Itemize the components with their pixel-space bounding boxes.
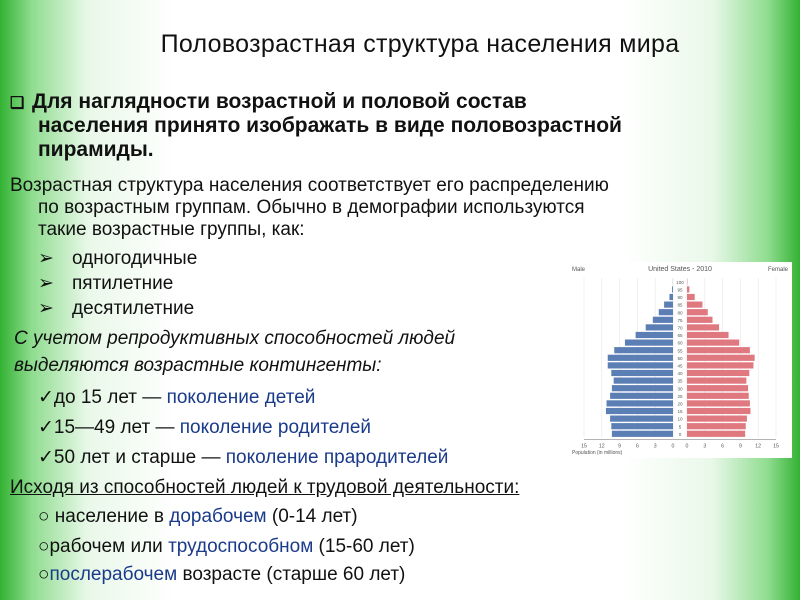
male-bar bbox=[664, 302, 673, 308]
male-bar bbox=[607, 400, 673, 406]
female-bar bbox=[687, 324, 719, 330]
age-label: 15 bbox=[677, 409, 683, 415]
age-label: 0 bbox=[678, 431, 682, 437]
lead-line-1: ❑ Для наглядности возрастной и половой состав bbox=[10, 90, 527, 116]
x-tick-label: 9 bbox=[738, 443, 742, 450]
female-bar bbox=[687, 370, 749, 376]
age-label: 85 bbox=[677, 302, 683, 308]
group-type-item: ➢ десятилетние bbox=[38, 298, 195, 319]
labor-heading: Исходя из способностей людей к трудовой деятельности: bbox=[10, 477, 520, 498]
arrow-bullet-icon: ➢ bbox=[38, 248, 54, 269]
age-label: 80 bbox=[677, 310, 683, 316]
female-bar bbox=[687, 317, 713, 323]
slide-title: Половозрастная структура населения мира bbox=[160, 30, 680, 58]
male-bar bbox=[611, 423, 673, 429]
circle-bullet-icon: ○ bbox=[38, 506, 50, 527]
age-label: 90 bbox=[677, 295, 683, 301]
male-bar bbox=[653, 317, 673, 323]
male-bar bbox=[614, 378, 673, 384]
male-bar bbox=[636, 332, 673, 338]
age-label: 45 bbox=[677, 363, 683, 369]
labor-item: ○рабочем или трудоспособном (15-60 лет) bbox=[38, 536, 415, 557]
female-bar bbox=[687, 431, 745, 437]
age-label: 40 bbox=[677, 371, 683, 377]
female-bar bbox=[687, 355, 755, 361]
male-bar bbox=[608, 355, 673, 361]
male-bar bbox=[612, 431, 673, 437]
contingent-item: ✓50 лет и старше — поколение прародителей bbox=[38, 447, 449, 468]
age-label: 10 bbox=[677, 416, 683, 422]
contingent-item: ✓до 15 лет — поколение детей bbox=[38, 387, 316, 408]
age-label: 50 bbox=[677, 355, 683, 361]
square-bullet-icon: ❑ bbox=[10, 95, 25, 112]
female-bar bbox=[687, 393, 749, 399]
chart-xlabel: Population (in millions) bbox=[572, 450, 623, 456]
circle-bullet-icon: ○ bbox=[38, 536, 50, 557]
male-bar bbox=[646, 324, 673, 330]
check-icon: ✓ bbox=[38, 447, 54, 468]
female-bar bbox=[687, 347, 750, 353]
x-tick-label: 9 bbox=[618, 443, 622, 450]
x-tick-label: 12 bbox=[755, 443, 762, 450]
arrow-bullet-icon: ➢ bbox=[38, 273, 54, 294]
age-label: 35 bbox=[677, 378, 683, 384]
chart-left-label: Male bbox=[572, 267, 586, 273]
female-bar bbox=[687, 309, 708, 315]
x-tick-label: 0 bbox=[671, 443, 675, 450]
female-bar bbox=[687, 416, 747, 422]
check-icon: ✓ bbox=[38, 417, 54, 438]
age-label: 55 bbox=[677, 348, 683, 354]
female-bar bbox=[687, 408, 750, 414]
x-tick-label: 3 bbox=[653, 443, 657, 450]
age-label: 65 bbox=[677, 333, 683, 339]
age-label: 95 bbox=[677, 287, 683, 293]
x-tick-label: 6 bbox=[635, 443, 639, 450]
male-bar bbox=[608, 362, 673, 368]
x-tick-label: 15 bbox=[773, 443, 779, 450]
male-bar bbox=[659, 309, 673, 315]
intro-line-2: по возрастным группам. Обычно в демографии используются bbox=[38, 197, 585, 218]
female-bar bbox=[687, 332, 729, 338]
male-bar bbox=[672, 286, 673, 292]
female-bar bbox=[687, 378, 746, 384]
x-tick-label: 12 bbox=[598, 443, 605, 450]
male-bar bbox=[611, 370, 673, 376]
age-label: 25 bbox=[677, 393, 683, 399]
x-tick-label: 15 bbox=[581, 443, 587, 450]
circle-bullet-icon: ○ bbox=[38, 564, 50, 585]
female-bar bbox=[687, 385, 748, 391]
chart-title: United States - 2010 bbox=[648, 266, 712, 273]
lead-line-2: населения принято изображать в виде половозрастной bbox=[38, 114, 622, 137]
arrow-bullet-icon: ➢ bbox=[38, 298, 54, 319]
male-bar bbox=[610, 393, 673, 399]
male-bar bbox=[612, 385, 673, 391]
lead-line-3: пирамиды. bbox=[38, 138, 154, 161]
group-type-item: ➢ одногодичные bbox=[38, 248, 198, 269]
chart-right-label: Female bbox=[767, 267, 788, 273]
age-label: 60 bbox=[677, 340, 683, 346]
intro-line-1: Возрастная структура населения соответствует его распределению bbox=[10, 175, 609, 196]
female-bar bbox=[687, 400, 750, 406]
female-bar bbox=[687, 302, 702, 308]
age-label: 5 bbox=[678, 424, 682, 430]
male-bar bbox=[606, 408, 673, 414]
x-tick-label: 0 bbox=[685, 443, 689, 450]
male-bar bbox=[625, 340, 673, 346]
contingent-intro-line-1: С учетом репродуктивных способностей людей bbox=[14, 328, 456, 349]
labor-item: ○послерабочем возрасте (старше 60 лет) bbox=[38, 564, 406, 585]
age-label: 30 bbox=[677, 386, 683, 392]
check-icon: ✓ bbox=[38, 387, 54, 408]
age-label: 20 bbox=[677, 401, 683, 407]
male-bar bbox=[669, 294, 673, 300]
female-bar bbox=[687, 362, 753, 368]
female-bar bbox=[687, 340, 739, 346]
x-tick-label: 6 bbox=[721, 443, 725, 450]
female-bar bbox=[687, 294, 695, 300]
contingent-intro-line-2: выделяются возрастные контингенты: bbox=[14, 355, 382, 376]
contingent-item: ✓15—49 лет — поколение родителей bbox=[38, 417, 372, 438]
population-pyramid-chart bbox=[568, 262, 792, 458]
female-bar bbox=[687, 286, 689, 292]
population-pyramid-svg bbox=[568, 262, 792, 458]
age-label: 100 bbox=[676, 279, 684, 285]
age-label: 75 bbox=[677, 317, 683, 323]
labor-item: ○ население в дорабочем (0-14 лет) bbox=[38, 506, 358, 527]
x-tick-label: 3 bbox=[703, 443, 707, 450]
male-bar bbox=[610, 416, 673, 422]
group-type-item: ➢ пятилетние bbox=[38, 273, 174, 294]
intro-line-3: такие возрастные группы, как: bbox=[38, 219, 305, 240]
age-label: 70 bbox=[677, 325, 683, 331]
female-bar bbox=[687, 423, 746, 429]
male-bar bbox=[614, 347, 673, 353]
